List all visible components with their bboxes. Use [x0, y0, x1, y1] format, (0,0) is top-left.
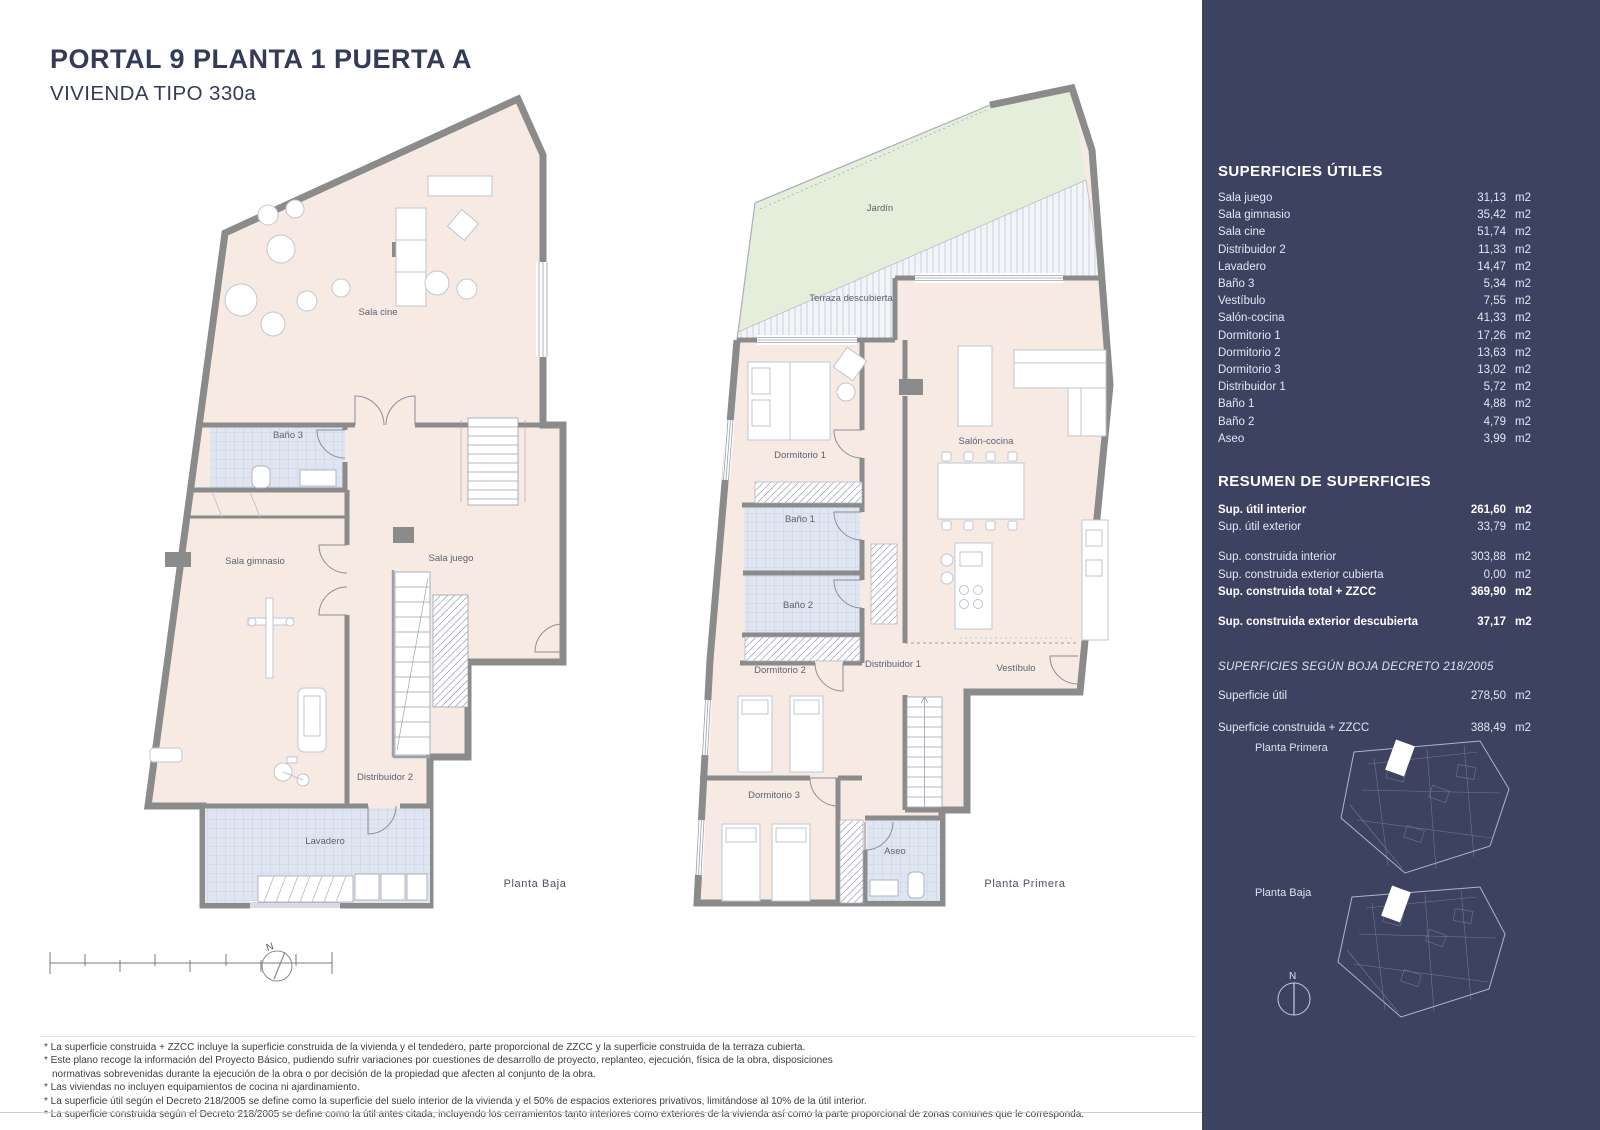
room-label-dormitorio-2: Dormitorio 2 [754, 665, 806, 676]
page-title: PORTAL 9 PLANTA 1 PUERTA A [50, 44, 473, 74]
room-label-sala-juego: Sala juego [428, 553, 474, 564]
sidebar-panel [1202, 0, 1600, 1130]
table-row: Sup. construida interior 303,88 m2 [1218, 551, 1531, 564]
caption-planta-baja: Planta Baja [503, 878, 567, 890]
footnote-line: * Las viviendas no incluyen equipamientos de cocina ni ajardinamiento. [44, 1082, 360, 1094]
table-row: Dormitorio 2 13,63 m2 [1218, 346, 1531, 359]
resumen-heading: RESUMEN DE SUPERFICIES [1218, 473, 1431, 491]
table-row: Sup. útil exterior 33,79 m2 [1218, 521, 1531, 534]
table-row: Lavadero 14,47 m2 [1218, 260, 1531, 273]
room-label-sala-gimnasio: Sala gimnasio [225, 556, 285, 567]
room-label-sala-cine: Sala cine [358, 307, 398, 318]
caption-planta-primera: Planta Primera [984, 878, 1066, 890]
lavadero-fittings [258, 874, 427, 902]
miniplan-baja-label: Planta Baja [1255, 887, 1312, 899]
room-label-lavadero: Lavadero [305, 836, 345, 847]
room-label-bano-1: Baño 1 [784, 514, 816, 525]
room-label-jardin: Jardín [866, 203, 894, 214]
table-row: Sala juego 31,13 m2 [1218, 192, 1531, 204]
footnotes-block [44, 1041, 1189, 1121]
room-label-dormitorio-3: Dormitorio 3 [748, 790, 800, 801]
table-row: Sala gimnasio 35,42 m2 [1218, 209, 1531, 222]
table-row: Sup. construida exterior descubierta 37,17 m2 [1218, 616, 1532, 629]
table-row: Dormitorio 3 13,02 m2 [1218, 364, 1531, 377]
room-label-distribuidor-2: Distribuidor 2 [357, 772, 413, 783]
floor-plan-planta-baja [148, 99, 567, 909]
page-subtitle: VIVIENDA TIPO 330a [50, 82, 257, 105]
north-arrow-icon [262, 941, 292, 981]
footnote-line: normativas sobrevenidas durante la ejecución de la obra o por decisión de la propiedad que afecten al conjunto de la obra. [52, 1068, 596, 1080]
room-label-distribuidor-1: Distribuidor 1 [865, 659, 921, 670]
table-row: Sup. útil interior 261,60 m2 [1218, 504, 1532, 517]
resumen-table [1218, 502, 1545, 631]
table-row: Baño 1 4,88 m2 [1218, 398, 1531, 411]
room-label-vestibulo: Vestíbulo [996, 663, 1036, 674]
north-letter: N [264, 941, 276, 954]
table-row: Superficie construida + ZZCC 388,49 m2 [1218, 722, 1531, 735]
miniplan-primera-label: Planta Primera [1255, 742, 1328, 754]
room-label-salon-cocina: Salón-cocina [958, 436, 1014, 447]
column [899, 379, 923, 395]
room-label-dormitorio-1: Dormitorio 1 [774, 450, 826, 461]
shelf-unit [461, 418, 525, 505]
footnote-line: * La superficie útil según el Decreto 218/2005 se define como la superficie del suelo interior de la vivienda y el 50% de espacios exteriores privativos, limitándose al 10% de la útil interior. [44, 1095, 867, 1107]
boja-table [1218, 688, 1545, 737]
footnote-line: * La superficie construida según el Decreto 218/2005 se define como la útil antes citada, incluyendo los cerramientos tanto interiores como exteriores de la vivienda así como la parte proporcional de zonas comunes que le corresponda. [44, 1109, 1085, 1121]
boja-heading: SUPERFICIES SEGÚN BOJA DECRETO 218/2005 [1218, 661, 1494, 674]
footnote-divider-top [40, 1036, 1196, 1037]
utiles-table [1218, 190, 1545, 448]
footnote-line: * La superficie construida + ZZCC incluye la superficie construida de la vivienda y el tendedero, parte proporcional de ZZCC y la superficie construida de la terraza cubierta. [44, 1042, 806, 1053]
room-label-terraza: Terraza descubierta [809, 293, 893, 304]
table-row: Sup. construida exterior cubierta 0,00 m2 [1218, 568, 1531, 581]
footnote-line: * Este plano recoge la información del Proyecto Básico, pudiendo sufrir variaciones por cuestiones de desarrollo de proyecto, replanteo, ejecución, física de la obra, disposiciones [44, 1055, 833, 1067]
table-row: Sala cine 51,74 m2 [1218, 226, 1531, 239]
scale-bar [50, 952, 332, 974]
north-letter: N [1289, 971, 1297, 982]
table-row: Aseo 3,99 m2 [1218, 432, 1531, 445]
room-label-aseo: Aseo [884, 846, 906, 857]
footnote-divider-bottom [0, 1112, 1202, 1113]
floor-plan-planta-primera [696, 88, 1110, 903]
table-row: Vestíbulo 7,55 m2 [1218, 295, 1531, 308]
table-row: Baño 3 5,34 m2 [1218, 278, 1531, 291]
room-label-bano-3: Baño 3 [272, 430, 304, 441]
window [536, 262, 550, 357]
staircase [907, 697, 942, 807]
table-row: Salón-cocina 41,33 m2 [1218, 312, 1531, 325]
table-row: Distribuidor 2 11,33 m2 [1218, 243, 1531, 256]
room-label-bano-2: Baño 2 [782, 600, 814, 611]
column [393, 527, 414, 543]
table-row: Distribuidor 1 5,72 m2 [1218, 381, 1531, 394]
table-row: Sup. construida total + ZZCC 369,90 m2 [1218, 585, 1532, 598]
table-row: Baño 2 4,79 m2 [1218, 415, 1531, 428]
table-row: Superficie útil 278,50 m2 [1218, 690, 1531, 703]
table-row: Dormitorio 1 17,26 m2 [1218, 329, 1531, 342]
utiles-heading: SUPERFICIES ÚTILES [1218, 163, 1383, 180]
column [165, 552, 191, 567]
